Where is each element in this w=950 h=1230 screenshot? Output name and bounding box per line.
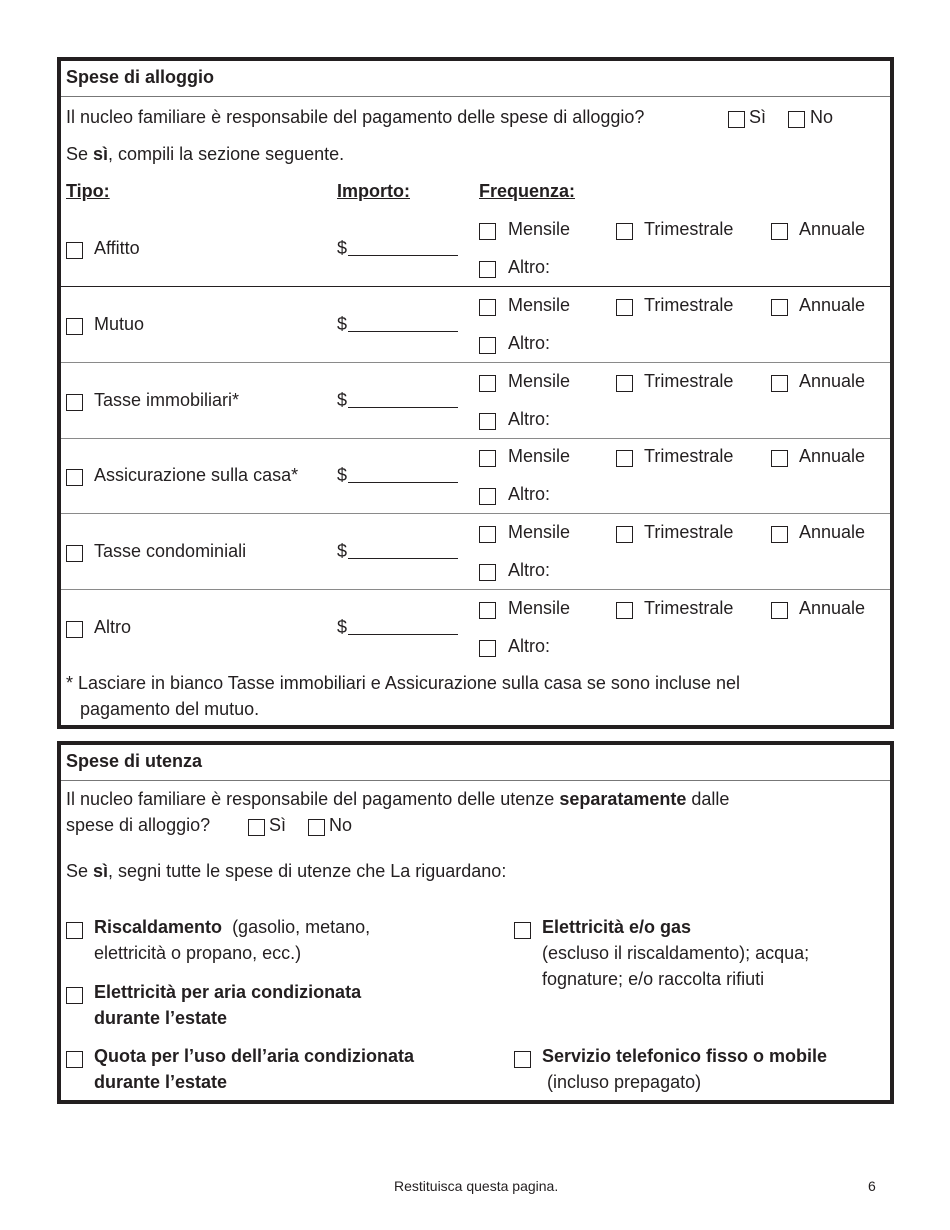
ac-fee-checkbox[interactable]	[66, 1051, 83, 1068]
condo-fees-annual-checkbox[interactable]	[771, 526, 788, 543]
footer-instruction: Restituisca questa pagina.	[394, 1178, 559, 1194]
utility-yes-checkbox[interactable]	[248, 819, 265, 836]
property-tax-amount-field[interactable]	[337, 390, 458, 411]
currency-symbol: $	[337, 390, 348, 410]
phone-service-checkbox[interactable]	[514, 1051, 531, 1068]
phone-service-label-line2: (incluso prepagato)	[547, 1072, 702, 1092]
monthly-label: Mensile	[508, 295, 571, 315]
utility-no-label: No	[329, 815, 353, 835]
utility-yes-label: Sì	[269, 815, 287, 835]
ac-fee-label-line2: durante l’estate	[94, 1072, 228, 1092]
utility-section-title: Spese di utenza	[61, 745, 890, 781]
rent-quarterly-checkbox[interactable]	[616, 223, 633, 240]
property-tax-annual-checkbox[interactable]	[771, 375, 788, 392]
home-insurance-label: Assicurazione sulla casa*	[94, 465, 299, 485]
housing-no-checkbox[interactable]	[788, 111, 805, 128]
quarterly-label: Trimestrale	[644, 295, 734, 315]
amount-line	[348, 407, 458, 408]
housing-question: Il nucleo familiare è responsabile del pagamento delle spese di alloggio?	[66, 107, 645, 127]
home-insurance-amount-field[interactable]	[337, 465, 458, 486]
monthly-label: Mensile	[508, 219, 571, 239]
row-divider	[61, 589, 890, 590]
other-freq-label: Altro:	[508, 333, 551, 353]
currency-symbol: $	[337, 314, 348, 334]
column-amount-header: Importo:	[337, 181, 410, 201]
other-freq-label: Altro:	[508, 257, 551, 277]
housing-section-title: Spese di alloggio	[61, 61, 890, 97]
electricity-gas-checkbox[interactable]	[514, 922, 531, 939]
other-freq-label: Altro:	[508, 636, 551, 656]
amount-line	[348, 255, 458, 256]
annual-label: Annuale	[799, 598, 866, 618]
home-insurance-monthly-checkbox[interactable]	[479, 450, 496, 467]
ac-electricity-label-line2: durante l’estate	[94, 1008, 228, 1028]
other-monthly-checkbox[interactable]	[479, 602, 496, 619]
other-amount-field[interactable]	[337, 617, 458, 638]
condo-fees-label: Tasse condominiali	[94, 541, 247, 561]
other-freq-label: Altro:	[508, 560, 551, 580]
currency-symbol: $	[337, 617, 348, 637]
currency-symbol: $	[337, 238, 348, 258]
rent-checkbox[interactable]	[66, 242, 83, 259]
property-tax-monthly-checkbox[interactable]	[479, 375, 496, 392]
utility-no-checkbox[interactable]	[308, 819, 325, 836]
housing-yes-label: Sì	[749, 107, 767, 127]
phone-service-label: Servizio telefonico fisso o mobile	[542, 1046, 828, 1066]
housing-yes-checkbox[interactable]	[728, 111, 745, 128]
other-checkbox[interactable]	[66, 621, 83, 638]
housing-footnote-line1: * Lasciare in bianco Tasse immobiliari e Assicurazione sulla casa se sono incluse nel	[66, 673, 741, 693]
monthly-label: Mensile	[508, 522, 571, 542]
quarterly-label: Trimestrale	[644, 219, 734, 239]
quarterly-label: Trimestrale	[644, 598, 734, 618]
other-annual-checkbox[interactable]	[771, 602, 788, 619]
currency-symbol: $	[337, 541, 348, 561]
heating-label-line2: elettricità o propano, ecc.)	[94, 943, 302, 963]
annual-label: Annuale	[799, 295, 866, 315]
mortgage-checkbox[interactable]	[66, 318, 83, 335]
utility-question-line1: Il nucleo familiare è responsabile del pagamento delle utenze separatamente dalle	[66, 789, 730, 809]
property-tax-quarterly-checkbox[interactable]	[616, 375, 633, 392]
utility-question-line2: spese di alloggio?	[66, 815, 211, 835]
property-tax-label: Tasse immobiliari*	[94, 390, 240, 410]
column-frequency-header: Frequenza:	[479, 181, 576, 201]
monthly-label: Mensile	[508, 371, 571, 391]
annual-label: Annuale	[799, 371, 866, 391]
rent-other-freq-checkbox[interactable]	[479, 261, 496, 278]
currency-symbol: $	[337, 465, 348, 485]
condo-fees-amount-field[interactable]	[337, 541, 458, 562]
rent-annual-checkbox[interactable]	[771, 223, 788, 240]
rent-monthly-checkbox[interactable]	[479, 223, 496, 240]
mortgage-label: Mutuo	[94, 314, 145, 334]
row-divider	[61, 438, 890, 439]
other-other-freq-checkbox[interactable]	[479, 640, 496, 657]
ac-electricity-label: Elettricità per aria condizionata	[94, 982, 362, 1002]
quarterly-label: Trimestrale	[644, 446, 734, 466]
mortgage-monthly-checkbox[interactable]	[479, 299, 496, 316]
column-type-header: Tipo:	[66, 181, 110, 201]
electricity-gas-label: Elettricità e/o gas	[542, 917, 692, 937]
home-insurance-other-freq-checkbox[interactable]	[479, 488, 496, 505]
ac-electricity-checkbox[interactable]	[66, 987, 83, 1004]
mortgage-quarterly-checkbox[interactable]	[616, 299, 633, 316]
property-tax-other-freq-checkbox[interactable]	[479, 413, 496, 430]
utility-expenses-section	[57, 741, 894, 1104]
utility-instruction: Se sì, segni tutte le spese di utenze che La riguardano:	[66, 861, 507, 881]
rent-label: Affitto	[94, 238, 140, 258]
mortgage-other-freq-checkbox[interactable]	[479, 337, 496, 354]
quarterly-label: Trimestrale	[644, 371, 734, 391]
property-tax-checkbox[interactable]	[66, 394, 83, 411]
heating-checkbox[interactable]	[66, 922, 83, 939]
row-divider	[61, 513, 890, 514]
electricity-gas-label-line2: (escluso il riscaldamento); acqua;	[542, 943, 810, 963]
housing-footnote-line2: pagamento del mutuo.	[80, 699, 260, 719]
other-label: Altro	[94, 617, 132, 637]
heating-label: Riscaldamento (gasolio, metano,	[94, 917, 371, 937]
annual-label: Annuale	[799, 522, 866, 542]
home-insurance-quarterly-checkbox[interactable]	[616, 450, 633, 467]
annual-label: Annuale	[799, 219, 866, 239]
page-number: 6	[868, 1178, 876, 1194]
amount-line	[348, 558, 458, 559]
row-divider	[61, 362, 890, 363]
housing-expenses-section	[57, 57, 894, 729]
condo-fees-checkbox[interactable]	[66, 545, 83, 562]
condo-fees-monthly-checkbox[interactable]	[479, 526, 496, 543]
condo-fees-other-freq-checkbox[interactable]	[479, 564, 496, 581]
amount-line	[348, 482, 458, 483]
rent-amount-field[interactable]	[337, 238, 458, 259]
housing-instruction: Se sì, compili la sezione seguente.	[66, 144, 345, 164]
amount-line	[348, 331, 458, 332]
ac-fee-label: Quota per l’uso dell’aria condizionata	[94, 1046, 415, 1066]
amount-line	[348, 634, 458, 635]
quarterly-label: Trimestrale	[644, 522, 734, 542]
mortgage-annual-checkbox[interactable]	[771, 299, 788, 316]
housing-no-label: No	[810, 107, 834, 127]
condo-fees-quarterly-checkbox[interactable]	[616, 526, 633, 543]
electricity-gas-label-line3: fognature; e/o raccolta rifiuti	[542, 969, 765, 989]
home-insurance-annual-checkbox[interactable]	[771, 450, 788, 467]
mortgage-amount-field[interactable]	[337, 314, 458, 335]
home-insurance-checkbox[interactable]	[66, 469, 83, 486]
other-quarterly-checkbox[interactable]	[616, 602, 633, 619]
other-freq-label: Altro:	[508, 409, 551, 429]
monthly-label: Mensile	[508, 598, 571, 618]
annual-label: Annuale	[799, 446, 866, 466]
row-divider	[61, 286, 890, 287]
other-freq-label: Altro:	[508, 484, 551, 504]
monthly-label: Mensile	[508, 446, 571, 466]
